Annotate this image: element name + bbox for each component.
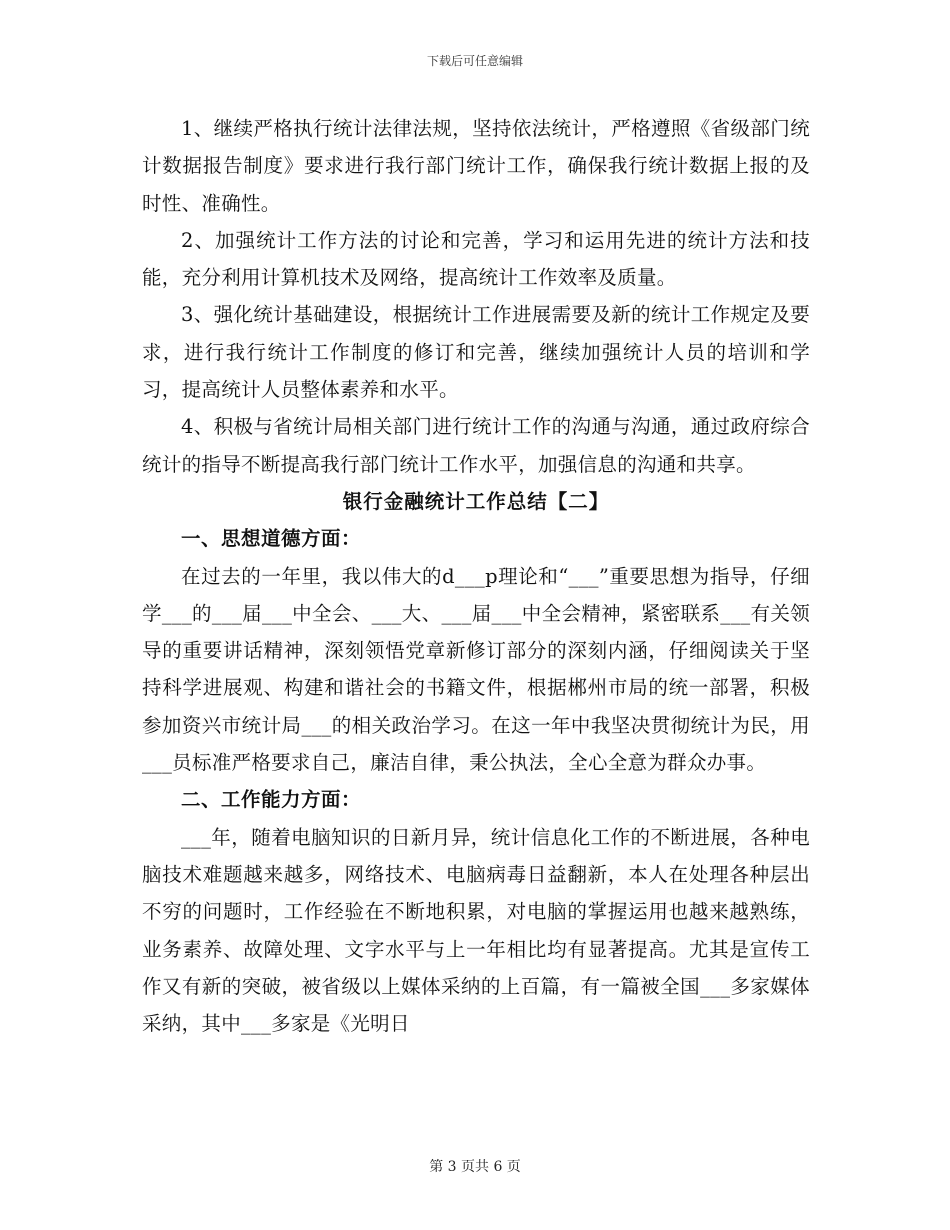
list-item-4: 4、积极与省统计局相关部门进行统计工作的沟通与沟通，通过政府综合统计的指导不断提高我行部门统计工作水平，加强信息的沟通和共享。	[142, 415, 810, 476]
list-item-2: 2、加强统计工作方法的讨论和完善，学习和运用先进的统计方法和技能，充分利用计算机技术及网络，提高统计工作效率及质量。	[142, 228, 810, 290]
paragraph-moral: 在过去的一年里，我以伟大的d___p理论和“___”重要思想为指导，仔细学___的___届___中全会、___大、___届___中全会精神，紧密联系___有关领导的重要讲话精神，深刻领悟党章新修订部分的深刻内涵，仔细阅读关于坚持科学进展观、构建和谐社会的书籍文件，根据郴州市局的统一部署，积极参加资兴市统计局___的相关政治学习。在这一年中我坚决贯彻统计为民，用___员标准严格要求自己，廉洁自律，秉公执法，全心全意为群众办事。	[142, 564, 810, 775]
list-item-3: 3、强化统计基础建设，根据统计工作进展需要及新的统计工作规定及要求，进行我行统计工作制度的修订和完善，继续加强统计人员的培训和学习，提高统计人员整体素养和水平。	[142, 303, 810, 402]
section-heading-ability: 二、工作能力方面：	[181, 788, 362, 812]
section-title: 银行金融统计工作总结【二】	[342, 489, 610, 513]
document-body	[142, 110, 810, 1042]
page-number: 第 3 页共 6 页	[429, 1159, 521, 1175]
list-item-1: 1、继续严格执行统计法律法规，坚持依法统计，严格遵照《省级部门统计数据报告制度》要求进行我行部门统计工作，确保我行统计数据上报的及时性、准确性。	[142, 117, 810, 215]
paragraph-ability: ___年，随着电脑知识的日新月异，统计信息化工作的不断进展，各种电脑技术难题越来越多，网络技术、电脑病毒日益翻新，本人在处理各种层出不穷的问题时，工作经验在不断地积累，对电脑的掌握运用也越来越熟练，业务素养、故障处理、文字水平与上一年相比均有显著提高。尤其是宣传工作又有新的突破，被省级以上媒体采纳的上百篇，有一篇被全国___多家媒体采纳，其中___多家是《光明日	[142, 825, 810, 1036]
section-heading-moral: 一、思想道德方面：	[181, 527, 362, 551]
page-header: 下载后可任意编辑	[426, 54, 523, 68]
